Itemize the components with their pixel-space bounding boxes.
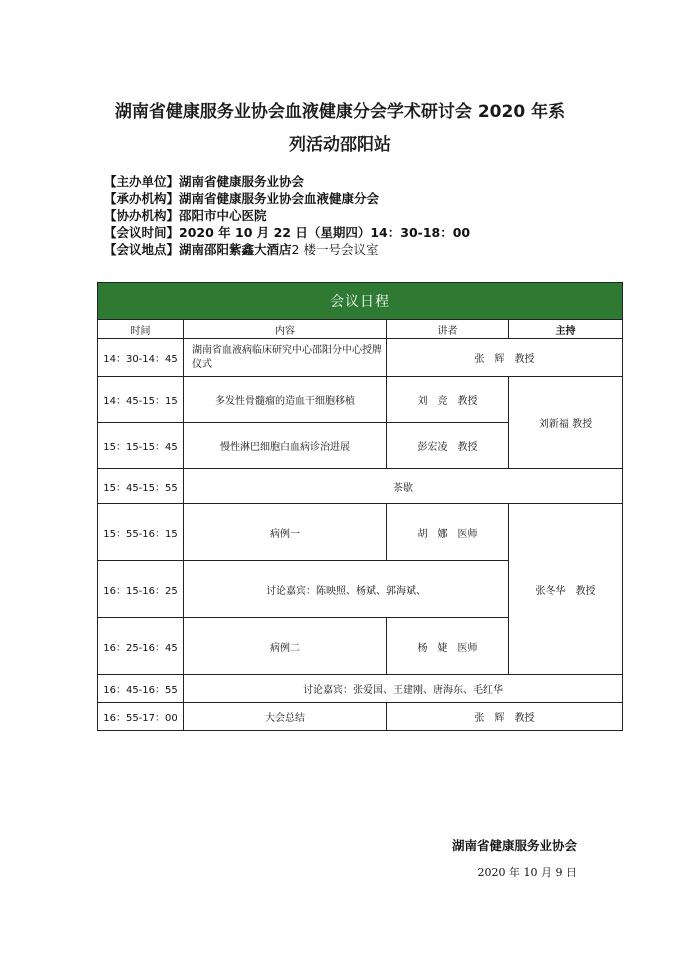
table-row: [98, 469, 623, 504]
cell-content: 大会总结: [184, 703, 387, 731]
cell-content: 茶歇: [184, 469, 623, 504]
cell-content: 多发性骨髓瘤的造血干细胞移植: [184, 377, 387, 423]
col-host: 主持: [509, 320, 623, 339]
info-label: 【承办机构】: [104, 191, 180, 206]
info-host-org: [104, 190, 470, 207]
cell-content: 湖南省血液病临床研究中心邵阳分中心授牌仪式: [184, 339, 387, 377]
info-label: 【会议时间】: [104, 225, 180, 240]
table-row: [98, 339, 623, 377]
info-value: 湖南邵阳紫鑫大酒店: [179, 242, 292, 257]
info-value: 湖南省健康服务业协会血液健康分会: [179, 191, 380, 206]
cell-time: 15：15-15：45: [98, 423, 184, 469]
table-row: [98, 377, 623, 423]
col-content: 内容: [184, 320, 387, 339]
table-row: [98, 675, 623, 703]
cell-time: 16：25-16：45: [98, 618, 184, 675]
cell-time: 15：45-15：55: [98, 469, 184, 504]
column-headers: [98, 320, 623, 339]
cell-time: 14：45-15：15: [98, 377, 184, 423]
cell-time: 16：15-16：25: [98, 561, 184, 618]
footer-organization: 湖南省健康服务业协会: [451, 838, 577, 853]
cell-content: 讨论嘉宾：张爱国、王建刚、唐海东、毛红华: [184, 675, 623, 703]
cell-speaker: 胡 娜 医师: [387, 504, 509, 561]
info-co-org: [104, 207, 470, 224]
info-time: [104, 224, 470, 241]
title-line-2: 列活动邵阳站: [289, 135, 391, 155]
info-label: 【会议地点】: [104, 242, 180, 257]
cell-speaker: 彭宏凌 教授: [387, 423, 509, 469]
schedule-title: 会议日程: [98, 283, 623, 320]
info-extra: 2 楼一号会议室: [291, 242, 379, 257]
info-label: 【主办单位】: [104, 174, 180, 189]
footer-date: 2020 年 10 月 9 日: [477, 866, 577, 879]
schedule-table: [97, 282, 623, 731]
cell-time: 16：45-16：55: [98, 675, 184, 703]
info-organizer: [104, 173, 470, 190]
title-line-1: 湖南省健康服务业协会血液健康分会学术研讨会 2020 年系: [114, 102, 566, 122]
cell-speaker: 张 辉 教授: [387, 703, 623, 731]
cell-content: 讨论嘉宾：陈映照、杨斌、郭海斌、: [184, 561, 509, 618]
table-row: [98, 703, 623, 731]
info-value: 邵阳市中心医院: [179, 208, 267, 223]
col-speaker: 讲者: [387, 320, 509, 339]
cell-content: 病例一: [184, 504, 387, 561]
meeting-info: [104, 173, 470, 258]
info-value: 湖南省健康服务业协会: [179, 174, 305, 189]
cell-time: 15：55-16：15: [98, 504, 184, 561]
cell-host: 张冬华 教授: [509, 504, 623, 675]
info-venue: [104, 241, 470, 258]
document-title: [0, 96, 680, 162]
schedule-header: [98, 283, 623, 320]
cell-speaker: 刘 竞 教授: [387, 377, 509, 423]
cell-content: 慢性淋巴细胞白血病诊治进展: [184, 423, 387, 469]
cell-speaker: 杨 婕 医师: [387, 618, 509, 675]
cell-host: 刘新福 教授: [509, 377, 623, 469]
cell-speaker: 张 辉 教授: [387, 339, 623, 377]
info-value: 2020 年 10 月 22 日（星期四）14：30-18：00: [179, 225, 471, 240]
cell-time: 14：30-14：45: [98, 339, 184, 377]
col-time: 时间: [98, 320, 184, 339]
table-row: [98, 504, 623, 561]
info-label: 【协办机构】: [104, 208, 180, 223]
cell-content: 病例二: [184, 618, 387, 675]
cell-time: 16：55-17：00: [98, 703, 184, 731]
